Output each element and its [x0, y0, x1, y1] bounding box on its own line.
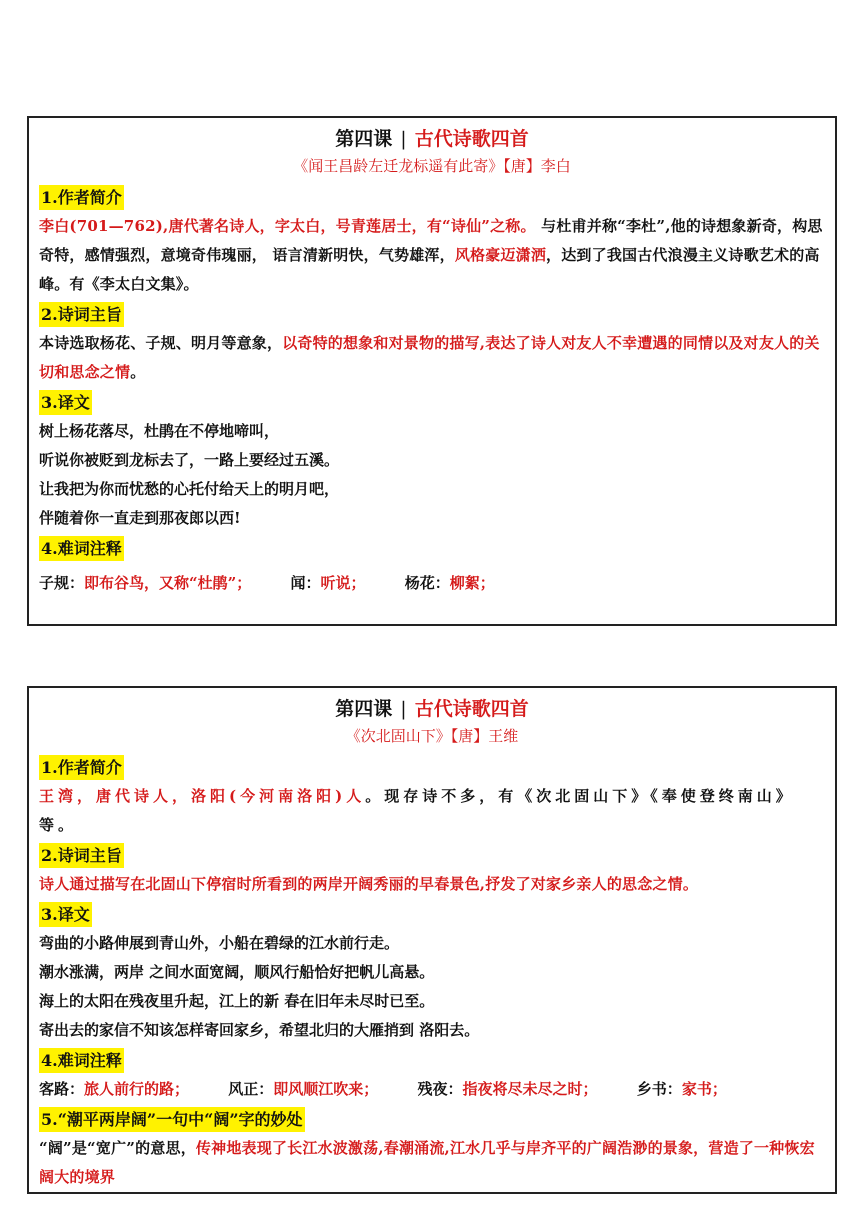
analysis-text — [39, 1134, 825, 1192]
theme-end: 。 — [130, 363, 146, 381]
lesson-label: 第四课 — [335, 128, 393, 150]
author-bio — [39, 212, 825, 299]
poem-heading — [39, 154, 825, 178]
poem-theme — [39, 329, 825, 387]
unit-label: 古代诗歌四首 — [414, 128, 529, 150]
word-notes — [39, 1075, 825, 1104]
translation-line: 树上杨花落尽，杜鹃在不停地啼叫， — [39, 422, 280, 440]
note-def: 指夜将尽未尽之时； — [462, 1080, 598, 1098]
title-separator: | — [400, 698, 407, 720]
bio-text-2: ，达到了我国古代浪漫主义诗歌艺术的高峰。有《李太白文集》。 — [39, 246, 820, 293]
card-title — [39, 694, 825, 724]
note-def: 即风顺江吹来； — [273, 1080, 379, 1098]
section-heading-analysis: 5.“潮平两岸阔”一句中“阔”字的妙处 — [39, 1107, 305, 1132]
theme-text: 本诗选取杨花、子规、明月等意象， — [39, 334, 283, 352]
translation-line: 伴随着你一直走到那夜郎以西! — [39, 509, 241, 527]
translation-line: 让我把为你而忧愁的心托付给天上的明月吧， — [39, 480, 340, 498]
bio-red-2: 风格豪迈潇洒 — [454, 246, 547, 264]
lesson-card-2 — [27, 686, 837, 1194]
note-def: 听说； — [320, 574, 366, 592]
author-name: 李白 — [540, 157, 571, 175]
title-separator: | — [400, 128, 407, 150]
note-term: 残夜： — [417, 1080, 463, 1098]
note-def: 即布谷鸟，又称“杜鹃”； — [84, 574, 252, 592]
bio-text-1: 与杜甫并称“李杜”,他的诗想象新奇，构思奇特，感情强烈，意境奇伟瑰丽， 语言清新明快，气势雄浑， — [39, 217, 823, 264]
section-heading-author: 1.作者简介 — [39, 185, 124, 210]
section-heading-author: 1.作者简介 — [39, 755, 124, 780]
note-term: 风正： — [228, 1080, 274, 1098]
section-heading-notes: 4.难词注释 — [39, 1048, 124, 1073]
lesson-card-1 — [27, 116, 837, 626]
section-heading-theme: 2.诗词主旨 — [39, 843, 124, 868]
note-term: 乡书： — [636, 1080, 682, 1098]
translation-line: 寄出去的家信不知该怎样寄回家乡，希望北归的大雁捎到 洛阳去。 — [39, 1021, 480, 1039]
unit-label: 古代诗歌四首 — [414, 698, 529, 720]
card-title — [39, 124, 825, 154]
poem-title: 《次北固山下》 — [345, 727, 451, 745]
poem-title: 《闻王昌龄左迁龙标遥有此寄》 — [293, 157, 504, 175]
translation-line: 海上的太阳在残夜里升起，江上的新 春在旧年未尽时已至。 — [39, 992, 435, 1010]
note-def: 旅人前行的路； — [84, 1080, 190, 1098]
bio-red: 王湾，唐代诗人，洛阳(今河南洛阳)人 — [39, 787, 366, 805]
note-def: 柳絮； — [449, 574, 495, 592]
bio-text: 。现存诗不多，有《次北固山下》《奉使登终南山》等。 — [39, 787, 795, 834]
note-term: 客路： — [39, 1080, 85, 1098]
note-def: 家书； — [681, 1080, 727, 1098]
theme-red: 以奇特的想象和对景物的描写,表达了诗人对友人不幸遭遇的同情以及对友人的关切和思念之情 — [39, 334, 820, 381]
translation-line: 潮水涨满，两岸 之间水面宽阔，顺风行船恰好把帆儿高悬。 — [39, 963, 435, 981]
dynasty-label: 【唐】 — [503, 157, 541, 175]
author-bio — [39, 782, 825, 840]
lesson-label: 第四课 — [335, 698, 393, 720]
poem-theme: 诗人通过描写在北固山下停宿时所看到的两岸开阔秀丽的早春景色,抒发了对家乡亲人的思念之情。 — [39, 875, 699, 893]
section-heading-notes: 4.难词注释 — [39, 536, 124, 561]
author-name: 王维 — [488, 727, 519, 745]
bio-red-1: 李白(701—762),唐代著名诗人，字太白，号青莲居士，有“诗仙”之称。 — [39, 217, 536, 235]
translation-line: 弯曲的小路伸展到青山外，小船在碧绿的江水前行走。 — [39, 934, 400, 952]
section-heading-theme: 2.诗词主旨 — [39, 302, 124, 327]
note-term: 子规： — [39, 574, 85, 592]
note-term: 闻： — [290, 574, 321, 592]
dynasty-label: 【唐】 — [450, 727, 489, 745]
section-heading-translation: 3.译文 — [39, 390, 92, 415]
analysis-red: 传神地表现了长江水波激荡,春潮涌流,江水几乎与岸齐平的广阔浩渺的景象，营造了一种恢宏阔大的境界 — [39, 1139, 815, 1186]
note-term: 杨花： — [404, 574, 450, 592]
translation-line: 听说你被贬到龙标去了，一路上要经过五溪。 — [39, 451, 340, 469]
section-heading-translation: 3.译文 — [39, 902, 92, 927]
poem-heading — [39, 724, 825, 748]
word-notes — [39, 569, 825, 598]
analysis-black: “阔”是“宽广”的意思， — [39, 1139, 196, 1157]
